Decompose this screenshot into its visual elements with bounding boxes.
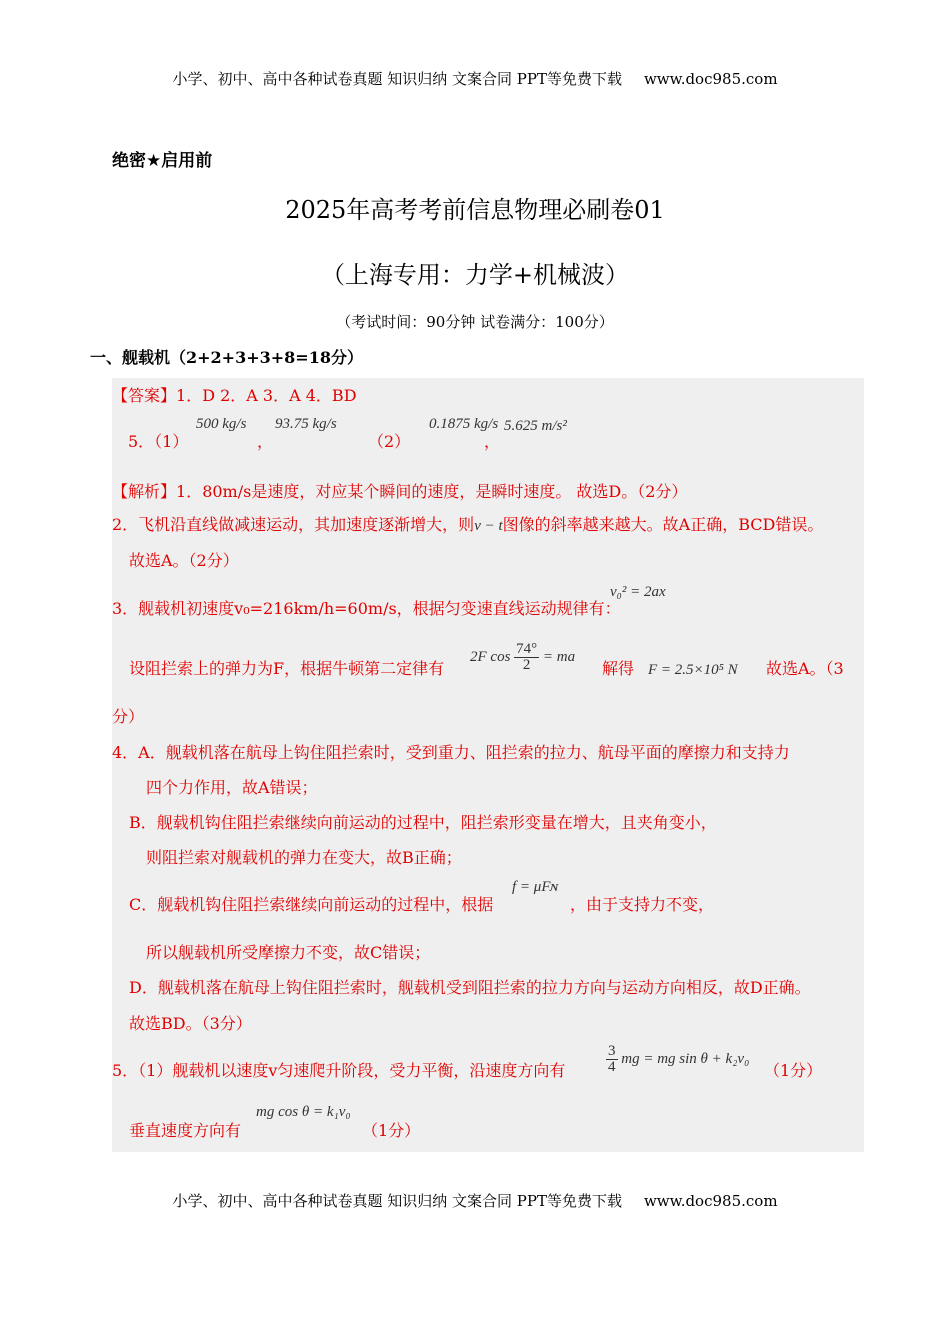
answer-q5-value1: 500 kg/s — [196, 416, 247, 432]
answer-comma2: ， — [484, 432, 501, 451]
analysis-4-B-line2: 则阻拦索对舰载机的弹力在变大，故B正确； — [146, 848, 462, 867]
analysis-2-line2: 故选A。（2分） — [129, 551, 239, 570]
analysis-2-text-b: 图像的斜率越来越大。故A正确，BCD错误。 — [502, 515, 824, 534]
analysis-4-C-line1b: ，由于支持力不变， — [570, 895, 715, 914]
analysis-3-formula1: v₀² = 2ax — [610, 584, 666, 600]
analysis-3-formula2 — [470, 642, 575, 673]
formula2-fraction — [514, 642, 539, 673]
analysis-5-line1: 5．（1）舰载机以速度v匀速爬升阶段，受力平衡，沿速度方向有 — [112, 1061, 566, 1080]
formula5-fraction — [606, 1044, 618, 1075]
formula2-tail: = ma — [542, 648, 576, 665]
answer-choices: 1．D 2．A 3．A 4．BD — [176, 386, 357, 405]
analysis-3-choose: 故选A。（3 — [766, 659, 844, 678]
analysis-3-result: F = 2.5×10⁵ N — [648, 662, 738, 678]
banner-site-bottom[interactable]: www.doc985.com — [643, 1192, 778, 1210]
analysis-4-A-line1: 4．A．舰载机落在航母上钩住阻拦索时，受到重力、阻拦索的拉力、航母平面的摩擦力和支持力 — [112, 743, 790, 762]
exam-info: （考试时间：90分钟 试卷满分：100分） — [336, 313, 614, 331]
analysis-1 — [112, 479, 687, 502]
analysis-5-line2: 垂直速度方向有 — [129, 1121, 242, 1140]
secret-label: 绝密★启用前 — [112, 151, 213, 171]
answer-q5-value4: 5.625 m/s² — [504, 418, 567, 434]
analysis-3-points: 分） — [112, 707, 145, 726]
analysis-5-formula2: mg cos θ = k₁v₀ — [256, 1104, 351, 1120]
analysis-3-line2: 设阻拦索上的弹力为F，根据牛顿第二定律有 — [129, 659, 445, 678]
answer-q5-value2: 93.75 kg/s — [275, 416, 337, 432]
analysis-4-C-line2: 所以舰载机所受摩擦力不变，故C错误； — [146, 943, 431, 962]
page-subtitle: （上海专用：力学+机械波） — [320, 261, 630, 289]
formula5-num: 3 — [608, 1043, 616, 1059]
analysis-3-solve: 解得 — [602, 659, 635, 678]
formula2-lead: 2F cos — [470, 648, 511, 665]
analysis-4-B-line1: B．舰载机钩住阻拦索继续向前运动的过程中，阻拦索形变量在增大，且夹角变小， — [129, 813, 717, 832]
banner-text: 小学、初中、高中各种试卷真题 知识归纳 文案合同 PPT等免费下载 — [172, 70, 622, 88]
answer-q5-prefix: 5．（1） — [128, 432, 189, 451]
analysis-5-points1: （1分） — [764, 1061, 823, 1080]
analysis-label: 【解析】 — [112, 482, 177, 501]
analysis-2-line1 — [112, 512, 823, 535]
analysis-4-D-line1: D．舰载机落在航母上钩住阻拦索时，舰载机受到阻拦索的拉力方向与运动方向相反，故D正确。 — [129, 978, 811, 997]
analysis-4-D-line2: 故选BD。（3分） — [129, 1014, 252, 1033]
formula5-body: mg = mg sin θ + k₂v₀ — [621, 1050, 750, 1067]
answer-q5-value3: 0.1875 kg/s — [429, 416, 499, 432]
analysis-3-line1: 3．舰载机初速度v₀=216km/h=60m/s，根据匀变速直线运动规律有： — [112, 599, 621, 618]
analysis-5-points2: （1分） — [362, 1121, 421, 1140]
analysis-1-text: 1．80m/s是速度，对应某个瞬间的速度，是瞬时速度。 故选D。（2分） — [176, 482, 688, 501]
page-title: 2025年高考考前信息物理必刷卷01 — [285, 196, 665, 224]
analysis-2-vt: v − t — [474, 518, 503, 534]
analysis-4-A-line2: 四个力作用，故A错误； — [146, 778, 318, 797]
analysis-5-formula1 — [606, 1044, 749, 1075]
answer-line1 — [112, 383, 357, 406]
bottom-banner — [0, 1190, 950, 1211]
banner-text-bottom: 小学、初中、高中各种试卷真题 知识归纳 文案合同 PPT等免费下载 — [172, 1192, 622, 1210]
analysis-4-C-line1a: C．舰载机钩住阻拦索继续向前运动的过程中，根据 — [129, 895, 494, 914]
top-banner — [0, 68, 950, 89]
answer-q5-part2: （2） — [368, 432, 411, 451]
formula2-num: 74° — [516, 641, 538, 657]
section-heading: 一、舰载机（2+2+3+3+8=18分） — [90, 348, 363, 367]
analysis-2-text-a: 2．飞机沿直线做减速运动，其加速度逐渐增大，则 — [112, 515, 475, 534]
analysis-4-C-formula: f = μFɴ — [512, 879, 559, 895]
banner-site[interactable]: www.doc985.com — [643, 70, 778, 88]
formula2-den: 2 — [522, 657, 531, 673]
answer-box — [112, 378, 864, 1152]
answer-label: 【答案】 — [112, 386, 177, 405]
formula5-den: 4 — [608, 1059, 616, 1075]
answer-comma1: ， — [257, 432, 274, 451]
